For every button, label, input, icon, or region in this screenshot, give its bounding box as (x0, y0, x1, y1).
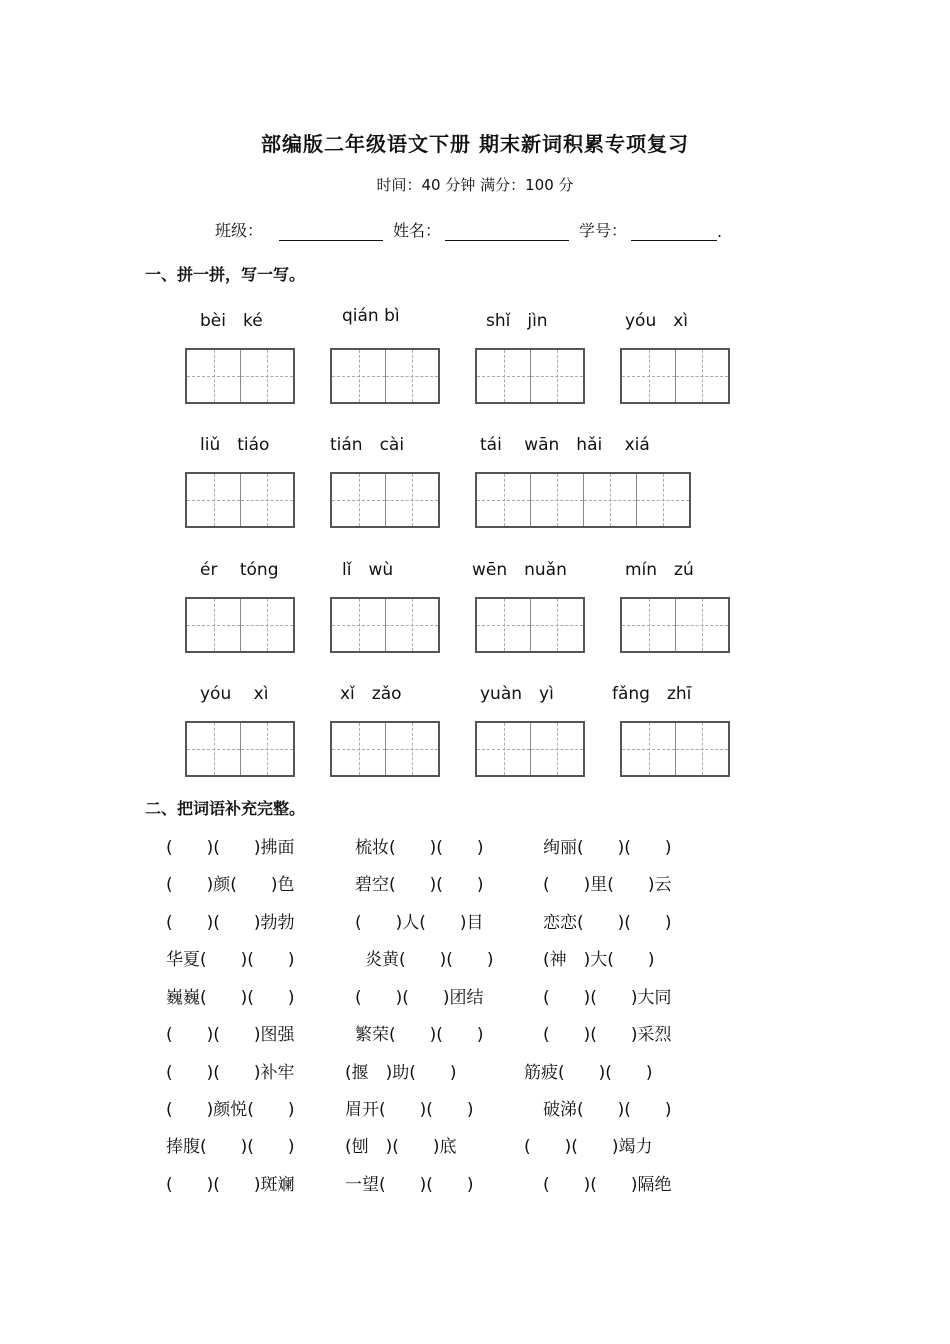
idiom-blank[interactable]: ( )( )补牢 (166, 1063, 295, 1083)
idiom-blank[interactable]: 炎黄( )( ) (365, 950, 494, 970)
section2-heading: 二、把词语补充完整。 (145, 799, 306, 818)
idiom-blank[interactable]: ( )颜( )色 (166, 875, 295, 895)
idiom-blank[interactable]: ( )( )隔绝 (543, 1175, 672, 1195)
idiom-blank[interactable]: 恋恋( )( ) (543, 913, 672, 933)
pinyin-label: tái wān hǎi xiá (480, 435, 650, 455)
tianzige-box[interactable] (330, 721, 440, 777)
pinyin-label: yuàn yì (480, 684, 554, 704)
pinyin-label: shǐ jìn (486, 311, 548, 331)
idiom-blank[interactable]: ( )( )采烈 (543, 1025, 672, 1045)
tianzige-box[interactable] (185, 721, 295, 777)
idiom-blank[interactable]: 巍巍( )( ) (166, 988, 295, 1008)
student-info-line (215, 218, 722, 241)
tianzige-box[interactable] (185, 472, 295, 528)
pinyin-label: ér tóng (200, 560, 279, 580)
idiom-blank[interactable]: 梳妆( )( ) (355, 838, 484, 858)
idiom-blank[interactable]: ( )( )勃勃 (166, 913, 295, 933)
pinyin-label: tián cài (330, 435, 405, 455)
tianzige-box[interactable] (330, 348, 440, 404)
id-blank[interactable] (631, 222, 717, 241)
idiom-blank[interactable]: 筋疲( )( ) (524, 1063, 653, 1083)
end-mark: . (717, 222, 723, 241)
idiom-blank[interactable]: ( )( )大同 (543, 988, 672, 1008)
tianzige-box[interactable] (475, 721, 585, 777)
idiom-blank[interactable]: ( )( )团结 (355, 988, 484, 1008)
idiom-blank[interactable]: ( )( )图强 (166, 1025, 295, 1045)
pinyin-label: yóu xì (625, 311, 689, 331)
exam-meta: 时间：40 分钟 满分：100 分 (376, 176, 574, 194)
idiom-blank[interactable]: 破涕( )( ) (543, 1100, 672, 1120)
pinyin-label: qián bì (342, 306, 400, 326)
idiom-blank[interactable]: 眉开( )( ) (345, 1100, 474, 1120)
idiom-blank[interactable]: (揠 )助( ) (345, 1063, 457, 1083)
idiom-blank[interactable]: ( )里( )云 (543, 875, 672, 895)
id-label: 学号： (579, 221, 628, 240)
idiom-blank[interactable]: 绚丽( )( ) (543, 838, 672, 858)
pinyin-label: mín zú (625, 560, 694, 580)
pinyin-label: xǐ zǎo (340, 684, 402, 704)
idiom-blank[interactable]: (刨 )( )底 (345, 1137, 457, 1157)
idiom-blank[interactable]: ( )( )竭力 (524, 1137, 653, 1157)
idiom-blank[interactable]: 捧腹( )( ) (166, 1137, 295, 1157)
tianzige-box[interactable] (330, 472, 440, 528)
idiom-blank[interactable]: (神 )大( ) (543, 950, 655, 970)
pinyin-label: fǎng zhī (612, 684, 692, 704)
pinyin-label: lǐ wù (342, 560, 394, 580)
tianzige-box[interactable] (620, 597, 730, 653)
idiom-blank[interactable]: ( )颜悦( ) (166, 1100, 295, 1120)
tianzige-box[interactable] (620, 721, 730, 777)
tianzige-box[interactable] (620, 348, 730, 404)
pinyin-label: yóu xì (200, 684, 269, 704)
class-label: 班级： (215, 221, 264, 240)
name-blank[interactable] (445, 222, 569, 241)
idiom-blank[interactable]: 一望( )( ) (345, 1175, 474, 1195)
section1-heading: 一、拼一拼，写一写。 (145, 265, 306, 284)
tianzige-box[interactable] (330, 597, 440, 653)
tianzige-box[interactable] (185, 597, 295, 653)
pinyin-label: bèi ké (200, 311, 263, 331)
pinyin-label: liǔ tiáo (200, 435, 270, 455)
idiom-blank[interactable]: 华夏( )( ) (166, 950, 295, 970)
tianzige-box[interactable] (185, 348, 295, 404)
class-blank[interactable] (279, 222, 383, 241)
idiom-blank[interactable]: ( )人( )目 (355, 913, 484, 933)
idiom-blank[interactable]: 繁荣( )( ) (355, 1025, 484, 1045)
tianzige-box[interactable] (475, 597, 585, 653)
idiom-blank[interactable]: ( )( )拂面 (166, 838, 295, 858)
idiom-blank[interactable]: ( )( )斑斓 (166, 1175, 295, 1195)
tianzige-box-four[interactable] (475, 472, 691, 528)
page-title: 部编版二年级语文下册 期末新词积累专项复习 (261, 132, 689, 156)
name-label: 姓名： (393, 221, 442, 240)
idiom-blank[interactable]: 碧空( )( ) (355, 875, 484, 895)
pinyin-label: wēn nuǎn (472, 560, 567, 580)
tianzige-box[interactable] (475, 348, 585, 404)
